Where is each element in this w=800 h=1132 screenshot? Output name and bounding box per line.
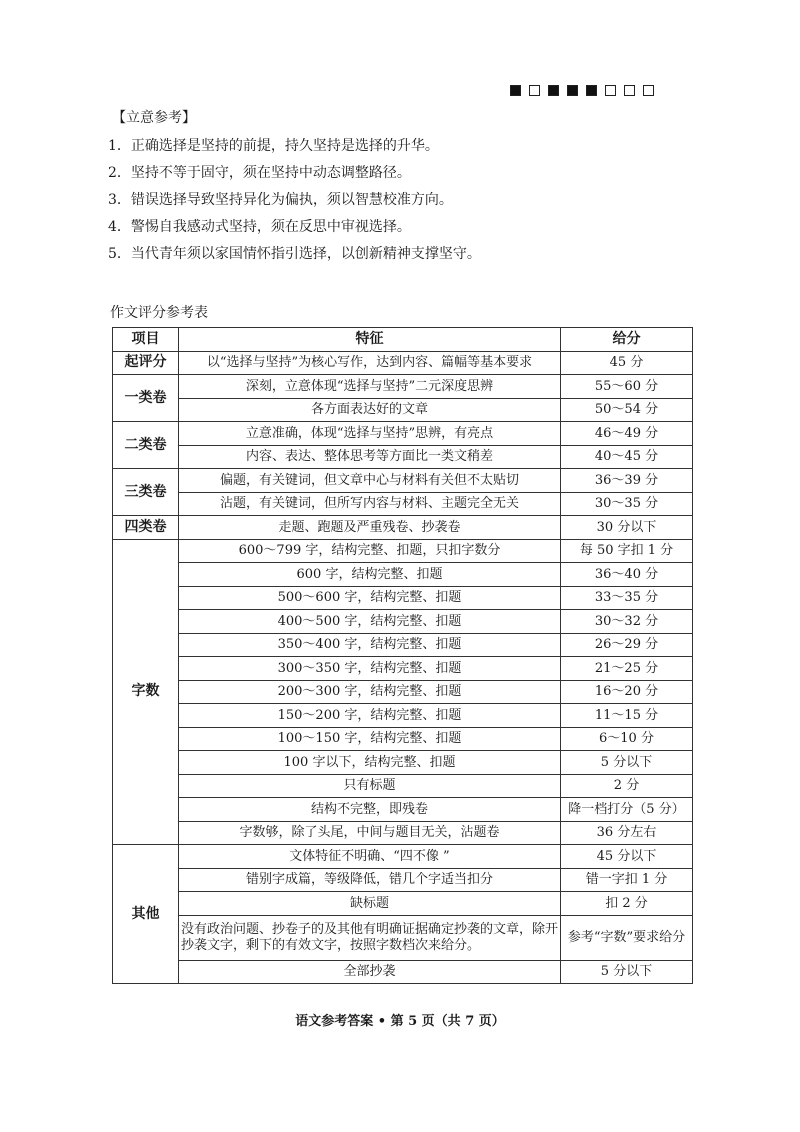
category-cell: 三类卷	[113, 469, 179, 516]
feature-cell: 内容、表达、整体思考等方面比一类文稍差	[179, 445, 561, 469]
feature-cell: 100～150 字，结构完整、扣题	[179, 727, 561, 751]
score-cell: 扣 2 分	[561, 892, 693, 916]
score-cell: 2 分	[561, 774, 693, 798]
feature-cell: 以“选择与坚持”为核心写作，达到内容、篇幅等基本要求	[179, 351, 561, 375]
table-row	[113, 351, 693, 375]
feature-cell: 字数够，除了头尾，中间与题目无关，沾题卷	[179, 821, 561, 845]
filled-square-mark	[548, 85, 559, 96]
empty-square-mark	[605, 85, 616, 96]
feature-cell: 缺标题	[179, 892, 561, 916]
feature-cell: 各方面表达好的文章	[179, 398, 561, 422]
table-row	[113, 375, 693, 399]
table-row	[113, 915, 693, 960]
score-cell: 降一档打分（5 分）	[561, 798, 693, 822]
score-cell: 30～35 分	[561, 492, 693, 516]
table-row	[113, 892, 693, 916]
feature-cell: 500～600 字，结构完整、扣题	[179, 586, 561, 610]
table-row	[113, 751, 693, 775]
table-row	[113, 680, 693, 704]
table-row	[113, 821, 693, 845]
feature-cell: 300～350 字，结构完整、扣题	[179, 657, 561, 681]
score-cell: 46～49 分	[561, 422, 693, 446]
category-cell: 一类卷	[113, 375, 179, 422]
idea-point: 4．警惕自我感动式坚持，须在反思中审视选择。	[108, 219, 411, 235]
score-cell: 40～45 分	[561, 445, 693, 469]
feature-cell: 走题、跑题及严重残卷、抄袭卷	[179, 516, 561, 540]
table-row	[113, 633, 693, 657]
score-cell: 错一字扣 1 分	[561, 868, 693, 892]
table-row	[113, 845, 693, 869]
header-item: 项目	[113, 328, 179, 352]
empty-square-mark	[643, 85, 654, 96]
score-cell: 5 分以下	[561, 960, 693, 984]
idea-point: 2．坚持不等于固守，须在坚持中动态调整路径。	[108, 165, 411, 181]
score-cell: 30～32 分	[561, 610, 693, 634]
feature-cell: 偏题，有关键词，但文章中心与材料有关但不太贴切	[179, 469, 561, 493]
table-row	[113, 563, 693, 587]
header-feature: 特征	[179, 328, 561, 352]
table-header-row	[113, 328, 693, 352]
score-cell: 6～10 分	[561, 727, 693, 751]
score-cell: 45 分	[561, 351, 693, 375]
feature-cell: 400～500 字，结构完整、扣题	[179, 610, 561, 634]
header-score: 给分	[561, 328, 693, 352]
score-cell: 11～15 分	[561, 704, 693, 728]
table-row	[113, 445, 693, 469]
score-cell: 5 分以下	[561, 751, 693, 775]
table-row	[113, 798, 693, 822]
table-row	[113, 774, 693, 798]
table-row	[113, 398, 693, 422]
category-cell: 四类卷	[113, 516, 179, 540]
feature-cell: 全部抄袭	[179, 960, 561, 984]
table-row	[113, 469, 693, 493]
table-row	[113, 516, 693, 540]
score-cell: 36～40 分	[561, 563, 693, 587]
table-row	[113, 492, 693, 516]
filled-square-mark	[586, 85, 597, 96]
score-cell: 45 分以下	[561, 845, 693, 869]
category-cell: 起评分	[113, 351, 179, 375]
feature-cell: 深刻，立意体现“选择与坚持”二元深度思辨	[179, 375, 561, 399]
feature-cell: 沾题，有关键词，但所写内容与材料、主题完全无关	[179, 492, 561, 516]
filled-square-mark	[567, 85, 578, 96]
feature-cell: 没有政治问题、抄卷子的及其他有明确证据确定抄袭的文章，除开抄袭文字，剩下的有效文字，按照字数档次来给分。	[179, 915, 561, 960]
score-cell: 16～20 分	[561, 680, 693, 704]
empty-square-mark	[624, 85, 635, 96]
table-row	[113, 960, 693, 984]
category-cell: 二类卷	[113, 422, 179, 469]
feature-cell: 350～400 字，结构完整、扣题	[179, 633, 561, 657]
score-cell: 55～60 分	[561, 375, 693, 399]
scoring-table	[112, 327, 693, 984]
feature-cell: 600～799 字，结构完整、扣题，只扣字数分	[179, 539, 561, 563]
score-cell: 21～25 分	[561, 657, 693, 681]
score-cell: 每 50 字扣 1 分	[561, 539, 693, 563]
table-title: 作文评分参考表	[110, 305, 208, 321]
feature-cell: 文体特征不明确、“四不像 ”	[179, 845, 561, 869]
feature-cell: 200～300 字，结构完整、扣题	[179, 680, 561, 704]
score-cell: 30 分以下	[561, 516, 693, 540]
score-cell: 36～39 分	[561, 469, 693, 493]
page-position-marks	[510, 85, 654, 96]
category-cell: 其他	[113, 845, 179, 984]
feature-cell: 立意准确，体现“选择与坚持”思辨，有亮点	[179, 422, 561, 446]
idea-point: 3．错误选择导致坚持异化为偏执，须以智慧校准方向。	[108, 192, 453, 208]
score-cell: 50～54 分	[561, 398, 693, 422]
table-row	[113, 727, 693, 751]
table-row	[113, 422, 693, 446]
table-row	[113, 868, 693, 892]
table-row	[113, 539, 693, 563]
feature-cell: 600 字，结构完整、扣题	[179, 563, 561, 587]
table-row	[113, 586, 693, 610]
idea-points-list	[108, 139, 481, 274]
table-row	[113, 704, 693, 728]
feature-cell: 只有标题	[179, 774, 561, 798]
score-cell: 26～29 分	[561, 633, 693, 657]
idea-section-title: 【立意参考】	[112, 110, 196, 126]
idea-point: 5．当代青年须以家国情怀指引选择，以创新精神支撑坚守。	[108, 246, 481, 262]
score-cell: 33～35 分	[561, 586, 693, 610]
empty-square-mark	[529, 85, 540, 96]
feature-cell: 错别字成篇，等级降低，错几个字适当扣分	[179, 868, 561, 892]
score-cell: 36 分左右	[561, 821, 693, 845]
category-cell: 字数	[113, 539, 179, 845]
page-footer: 语文参考答案 • 第 5 页（共 7 页）	[295, 1014, 505, 1029]
score-cell: 参考“字数”要求给分	[561, 915, 693, 960]
idea-point: 1．正确选择是坚持的前提，持久坚持是选择的升华。	[108, 138, 439, 154]
feature-cell: 150～200 字，结构完整、扣题	[179, 704, 561, 728]
table-row	[113, 657, 693, 681]
feature-cell: 100 字以下，结构完整、扣题	[179, 751, 561, 775]
table-row	[113, 610, 693, 634]
filled-square-mark	[510, 85, 521, 96]
feature-cell: 结构不完整，即残卷	[179, 798, 561, 822]
